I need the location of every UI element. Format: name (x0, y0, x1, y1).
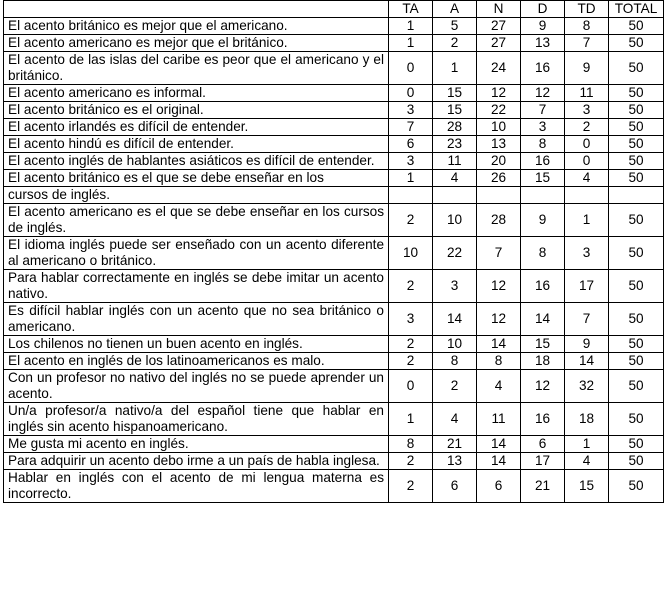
value-cell-n: 28 (477, 204, 521, 237)
value-cell-a: 3 (433, 270, 477, 303)
value-cell-ta: 2 (389, 336, 433, 353)
value-cell-ta: 1 (389, 403, 433, 436)
value-cell-total: 50 (609, 436, 664, 453)
value-cell-total: 50 (609, 453, 664, 470)
statement-cell: El acento americano es informal. (4, 85, 389, 102)
header-ta: TA (389, 1, 433, 18)
statement-cell: Los chilenos no tienen un buen acento en inglés. (4, 336, 389, 353)
value-cell-ta: 8 (389, 436, 433, 453)
value-cell-d: 18 (521, 353, 565, 370)
value-cell-d: 14 (521, 303, 565, 336)
value-cell-td: 3 (565, 102, 609, 119)
value-cell-ta: 3 (389, 102, 433, 119)
value-cell-d: 13 (521, 35, 565, 52)
table-row (4, 237, 664, 270)
value-cell-ta: 7 (389, 119, 433, 136)
value-cell-td: 4 (565, 170, 609, 187)
value-cell-td: 4 (565, 453, 609, 470)
value-cell-ta: 2 (389, 453, 433, 470)
table-row (4, 436, 664, 453)
table-row (4, 470, 664, 503)
statement-cell: Me gusta mi acento en inglés. (4, 436, 389, 453)
statement-cell: El acento británico es el original. (4, 102, 389, 119)
value-cell-n: 12 (477, 270, 521, 303)
value-cell-a: 4 (433, 170, 477, 187)
value-cell-n: 14 (477, 453, 521, 470)
value-cell-a: 2 (433, 370, 477, 403)
value-cell-n: 13 (477, 136, 521, 153)
value-cell-total: 50 (609, 270, 664, 303)
table-row (4, 102, 664, 119)
statement-cell: El acento británico es el que se debe enseñar en los (4, 170, 389, 187)
value-cell-d: 9 (521, 204, 565, 237)
value-cell-total: 50 (609, 336, 664, 353)
header-a: A (433, 1, 477, 18)
value-cell-total: 50 (609, 136, 664, 153)
table-row (4, 119, 664, 136)
value-cell-a (433, 187, 477, 204)
header-row (4, 1, 664, 18)
value-cell-total: 50 (609, 18, 664, 35)
value-cell-a: 4 (433, 403, 477, 436)
value-cell-n: 12 (477, 303, 521, 336)
value-cell-td: 32 (565, 370, 609, 403)
value-cell-ta: 0 (389, 370, 433, 403)
value-cell-n: 20 (477, 153, 521, 170)
value-cell-td: 15 (565, 470, 609, 503)
value-cell-total: 50 (609, 52, 664, 85)
value-cell-d: 6 (521, 436, 565, 453)
value-cell-td (565, 187, 609, 204)
value-cell-n: 7 (477, 237, 521, 270)
value-cell-n (477, 187, 521, 204)
value-cell-total: 50 (609, 403, 664, 436)
statement-cell: Con un profesor no nativo del inglés no se puede aprender un acento. (4, 370, 389, 403)
value-cell-n: 14 (477, 336, 521, 353)
table-row (4, 270, 664, 303)
statement-cell: El acento americano es mejor que el británico. (4, 35, 389, 52)
value-cell-a: 22 (433, 237, 477, 270)
value-cell-td: 0 (565, 136, 609, 153)
value-cell-ta: 0 (389, 85, 433, 102)
value-cell-total (609, 187, 664, 204)
value-cell-d: 16 (521, 403, 565, 436)
table-row (4, 136, 664, 153)
value-cell-d: 16 (521, 153, 565, 170)
value-cell-d: 15 (521, 170, 565, 187)
value-cell-d (521, 187, 565, 204)
value-cell-n: 24 (477, 52, 521, 85)
value-cell-ta: 2 (389, 204, 433, 237)
table-row (4, 85, 664, 102)
value-cell-td: 18 (565, 403, 609, 436)
table-row (4, 52, 664, 85)
statement-cell: Un/a profesor/a nativo/a del español tiene que hablar en inglés sin acento hispanoamericano. (4, 403, 389, 436)
statement-cell: El acento irlandés es difícil de entender. (4, 119, 389, 136)
survey-table (3, 0, 664, 503)
value-cell-d: 8 (521, 237, 565, 270)
value-cell-n: 26 (477, 170, 521, 187)
value-cell-td: 11 (565, 85, 609, 102)
table-row (4, 18, 664, 35)
value-cell-d: 12 (521, 370, 565, 403)
value-cell-ta: 1 (389, 35, 433, 52)
value-cell-n: 10 (477, 119, 521, 136)
header-statement (4, 1, 389, 18)
statement-cell: Hablar en inglés con el acento de mi lengua materna es incorrecto. (4, 470, 389, 503)
statement-cell: El acento en inglés de los latinoamericanos es malo. (4, 353, 389, 370)
value-cell-total: 50 (609, 102, 664, 119)
value-cell-td: 1 (565, 204, 609, 237)
value-cell-total: 50 (609, 119, 664, 136)
table-row (4, 204, 664, 237)
value-cell-n: 14 (477, 436, 521, 453)
table-row (4, 353, 664, 370)
value-cell-n: 11 (477, 403, 521, 436)
table-row (4, 153, 664, 170)
value-cell-total: 50 (609, 470, 664, 503)
statement-cell: El acento hindú es difícil de entender. (4, 136, 389, 153)
statement-cell: El acento de las islas del caribe es peor que el americano y el británico. (4, 52, 389, 85)
value-cell-ta: 3 (389, 303, 433, 336)
value-cell-d: 3 (521, 119, 565, 136)
value-cell-d: 9 (521, 18, 565, 35)
value-cell-td: 1 (565, 436, 609, 453)
statement-cell: Para adquirir un acento debo irme a un país de habla inglesa. (4, 453, 389, 470)
statement-cell: Para hablar correctamente en inglés se debe imitar un acento nativo. (4, 270, 389, 303)
value-cell-d: 15 (521, 336, 565, 353)
value-cell-total: 50 (609, 204, 664, 237)
value-cell-a: 10 (433, 204, 477, 237)
table-row (4, 336, 664, 353)
header-d: D (521, 1, 565, 18)
statement-cell: El acento británico es mejor que el americano. (4, 18, 389, 35)
value-cell-a: 2 (433, 35, 477, 52)
value-cell-td: 17 (565, 270, 609, 303)
value-cell-ta: 2 (389, 470, 433, 503)
value-cell-ta: 2 (389, 270, 433, 303)
header-total: TOTAL (609, 1, 664, 18)
value-cell-d: 16 (521, 52, 565, 85)
statement-cell: Es difícil hablar inglés con un acento que no sea británico o americano. (4, 303, 389, 336)
value-cell-d: 8 (521, 136, 565, 153)
value-cell-a: 8 (433, 353, 477, 370)
value-cell-td: 7 (565, 35, 609, 52)
value-cell-ta: 6 (389, 136, 433, 153)
value-cell-total: 50 (609, 303, 664, 336)
value-cell-td: 9 (565, 52, 609, 85)
value-cell-ta: 1 (389, 18, 433, 35)
value-cell-td: 2 (565, 119, 609, 136)
value-cell-a: 5 (433, 18, 477, 35)
value-cell-n: 4 (477, 370, 521, 403)
value-cell-a: 11 (433, 153, 477, 170)
value-cell-total: 50 (609, 237, 664, 270)
value-cell-a: 15 (433, 85, 477, 102)
value-cell-d: 17 (521, 453, 565, 470)
statement-cell: cursos de inglés. (4, 187, 389, 204)
value-cell-ta: 1 (389, 170, 433, 187)
statement-cell: El idioma inglés puede ser enseñado con un acento diferente al americano o británico. (4, 237, 389, 270)
value-cell-n: 12 (477, 85, 521, 102)
value-cell-n: 6 (477, 470, 521, 503)
value-cell-a: 23 (433, 136, 477, 153)
statement-cell: El acento inglés de hablantes asiáticos es difícil de entender. (4, 153, 389, 170)
table-row (4, 35, 664, 52)
value-cell-ta: 0 (389, 52, 433, 85)
statement-cell: El acento americano es el que se debe enseñar en los cursos de inglés. (4, 204, 389, 237)
value-cell-ta: 2 (389, 353, 433, 370)
value-cell-td: 14 (565, 353, 609, 370)
value-cell-td: 7 (565, 303, 609, 336)
value-cell-a: 10 (433, 336, 477, 353)
value-cell-a: 13 (433, 453, 477, 470)
value-cell-a: 15 (433, 102, 477, 119)
value-cell-total: 50 (609, 85, 664, 102)
value-cell-ta (389, 187, 433, 204)
value-cell-a: 1 (433, 52, 477, 85)
header-td: TD (565, 1, 609, 18)
value-cell-d: 21 (521, 470, 565, 503)
value-cell-d: 16 (521, 270, 565, 303)
value-cell-a: 21 (433, 436, 477, 453)
value-cell-total: 50 (609, 353, 664, 370)
value-cell-a: 14 (433, 303, 477, 336)
value-cell-a: 6 (433, 470, 477, 503)
value-cell-n: 27 (477, 18, 521, 35)
value-cell-n: 8 (477, 353, 521, 370)
table-row (4, 370, 664, 403)
header-n: N (477, 1, 521, 18)
value-cell-total: 50 (609, 153, 664, 170)
table-row (4, 187, 664, 204)
value-cell-td: 0 (565, 153, 609, 170)
value-cell-d: 7 (521, 102, 565, 119)
value-cell-td: 9 (565, 336, 609, 353)
value-cell-n: 22 (477, 102, 521, 119)
value-cell-td: 3 (565, 237, 609, 270)
value-cell-a: 28 (433, 119, 477, 136)
value-cell-total: 50 (609, 35, 664, 52)
table-row (4, 403, 664, 436)
table-row (4, 170, 664, 187)
table-row (4, 303, 664, 336)
value-cell-total: 50 (609, 370, 664, 403)
table-row (4, 453, 664, 470)
value-cell-total: 50 (609, 170, 664, 187)
value-cell-d: 12 (521, 85, 565, 102)
value-cell-ta: 10 (389, 237, 433, 270)
value-cell-n: 27 (477, 35, 521, 52)
value-cell-td: 8 (565, 18, 609, 35)
value-cell-ta: 3 (389, 153, 433, 170)
